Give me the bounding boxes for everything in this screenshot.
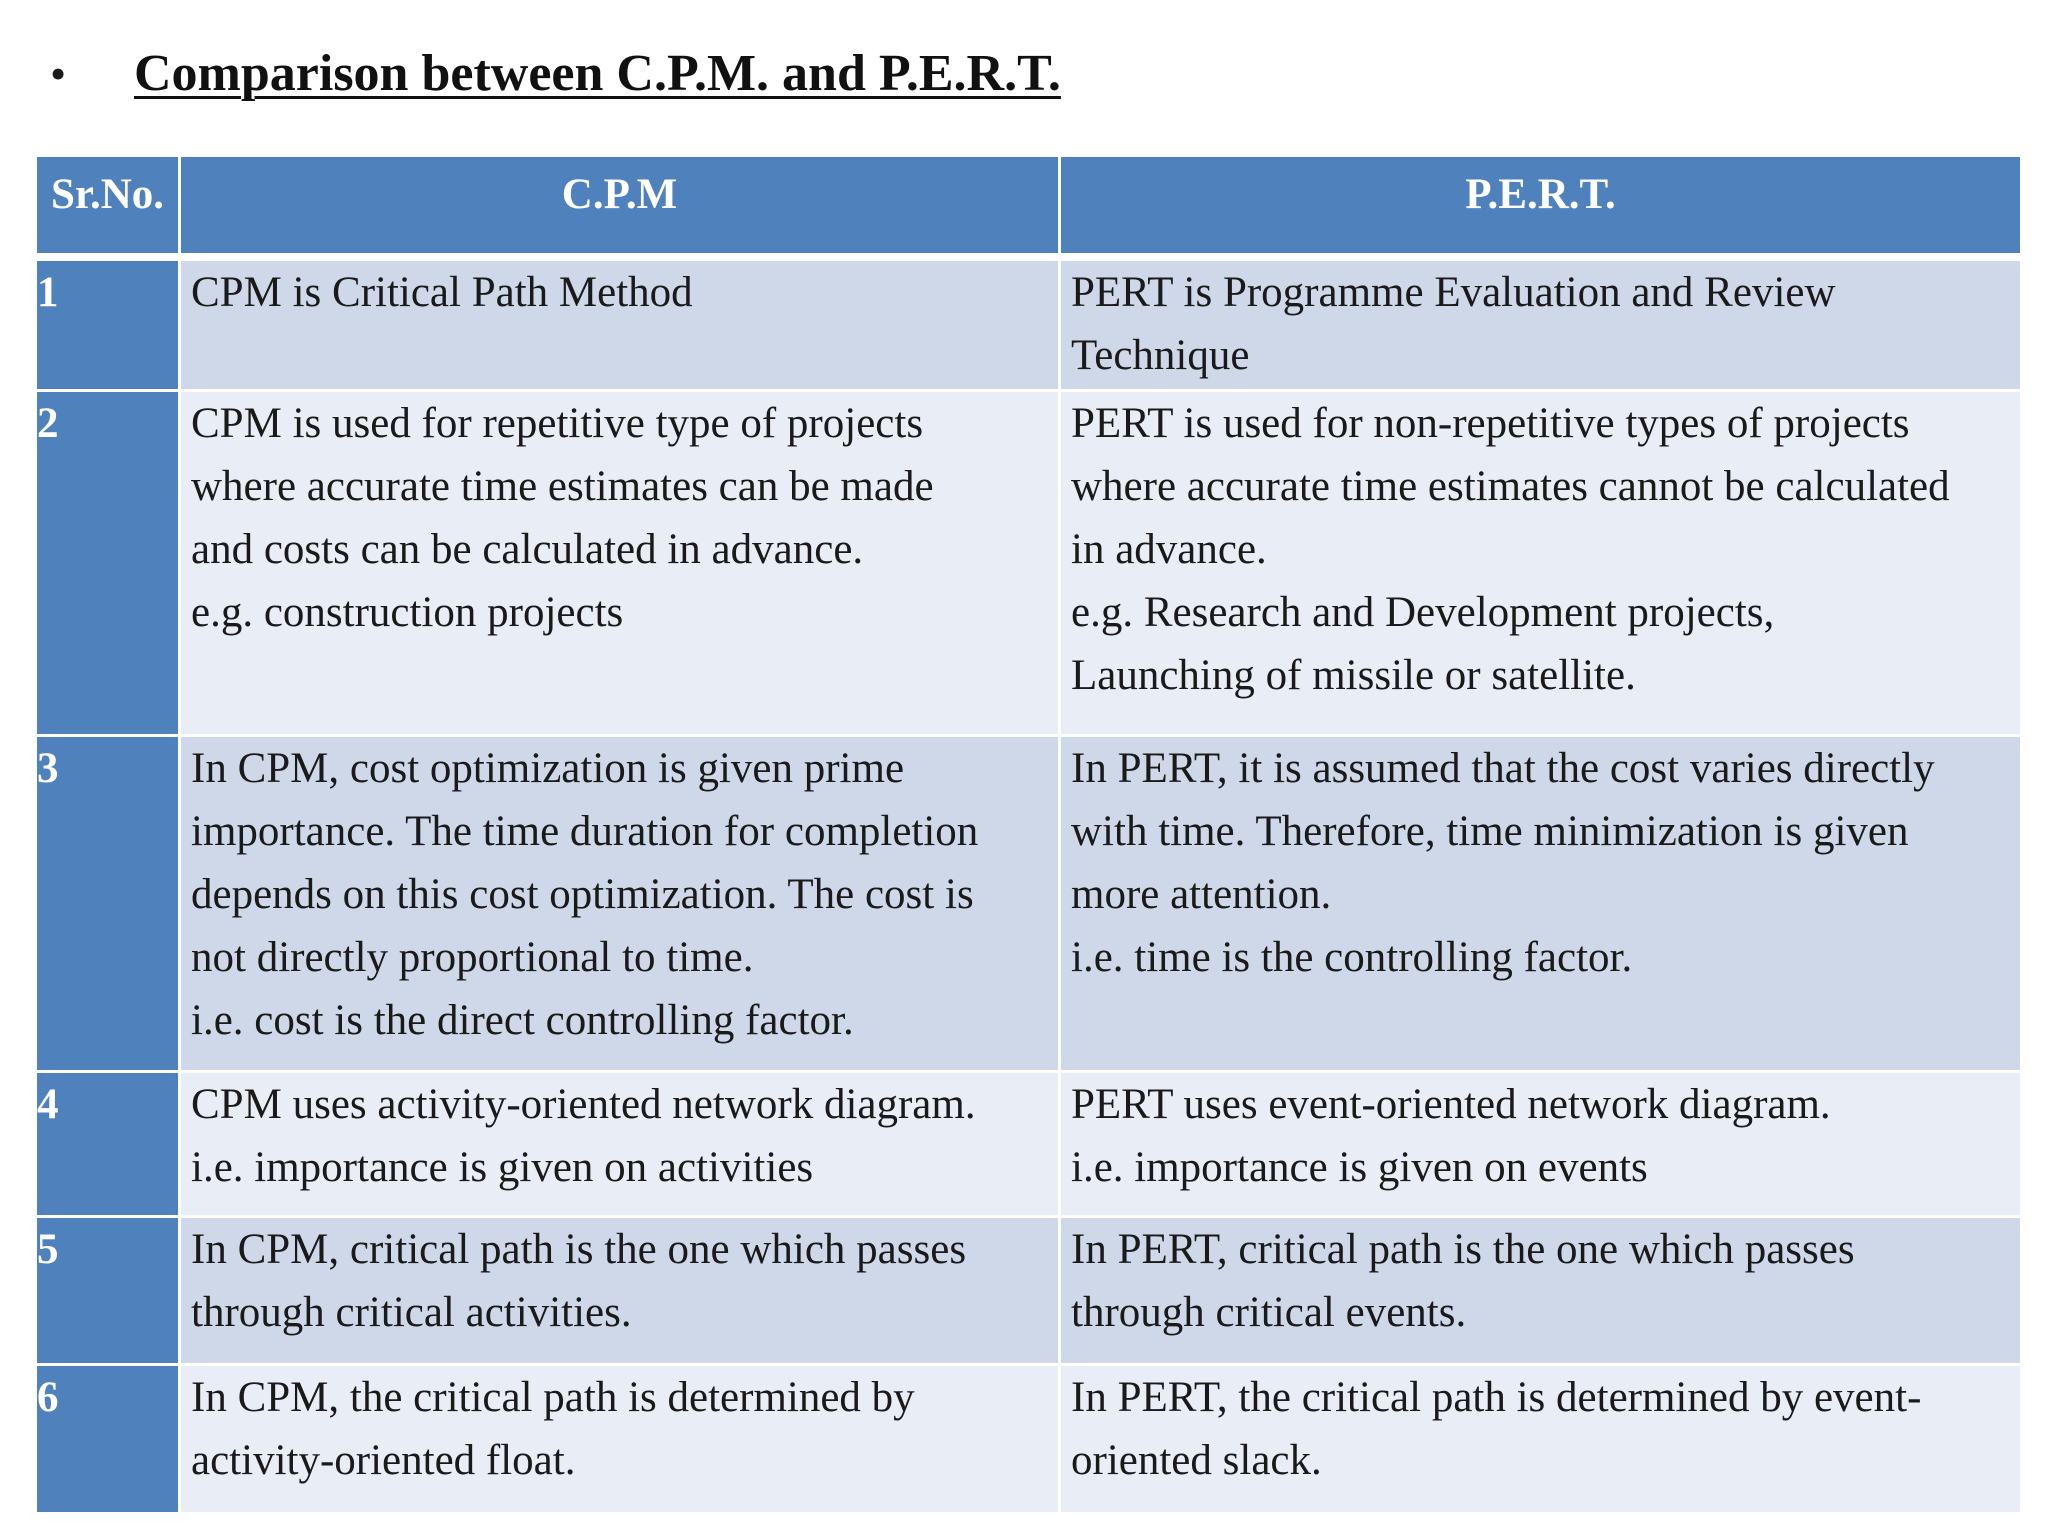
cell-line: where accurate time estimates can be made bbox=[191, 463, 934, 510]
cell-line: i.e. importance is given on events bbox=[1071, 1144, 1648, 1191]
cell-line: Technique bbox=[1071, 332, 1250, 379]
cell-line: In PERT, critical path is the one which passes bbox=[1071, 1226, 1855, 1273]
header-pert: P.E.R.T. bbox=[1060, 156, 2022, 258]
cell-line: PERT uses event-oriented network diagram. bbox=[1071, 1081, 1831, 1128]
cpm-cell bbox=[180, 736, 1060, 1072]
cell-line: PERT is used for non-repetitive types of projects bbox=[1071, 400, 1910, 447]
cell-line: PERT is Programme Evaluation and Review bbox=[1071, 269, 1836, 316]
cell-line: e.g. construction projects bbox=[191, 589, 624, 636]
cpm-cell bbox=[180, 1365, 1060, 1514]
comparison-table bbox=[34, 154, 2023, 1515]
header-cpm: C.P.M bbox=[180, 156, 1060, 258]
cpm-cell bbox=[180, 1072, 1060, 1217]
cpm-cell bbox=[180, 1217, 1060, 1365]
cell-line: CPM is used for repetitive type of projects bbox=[191, 400, 924, 447]
cell-line: CPM is Critical Path Method bbox=[191, 269, 693, 316]
cell-line: where accurate time estimates cannot be calculated bbox=[1071, 463, 1950, 510]
table-row bbox=[36, 1217, 2022, 1365]
header-sr-no: Sr.No. bbox=[36, 156, 180, 258]
cell-line: with time. Therefore, time minimization is given bbox=[1071, 808, 1909, 855]
cell-line: in advance. bbox=[1071, 526, 1267, 573]
cell-line: not directly proportional to time. bbox=[191, 934, 754, 981]
cell-line: In CPM, cost optimization is given prime bbox=[191, 745, 905, 792]
table-header-row bbox=[36, 156, 2022, 258]
cell-line: oriented slack. bbox=[1071, 1437, 1322, 1484]
cell-line: and costs can be calculated in advance. bbox=[191, 526, 864, 573]
row-number: 3 bbox=[36, 736, 180, 1072]
row-number: 5 bbox=[36, 1217, 180, 1365]
pert-cell bbox=[1060, 1072, 2022, 1217]
cell-line: e.g. Research and Development projects, bbox=[1071, 589, 1775, 636]
cell-line: through critical events. bbox=[1071, 1289, 1467, 1336]
pert-cell bbox=[1060, 736, 2022, 1072]
table-row bbox=[36, 1365, 2022, 1514]
cell-line: through critical activities. bbox=[191, 1289, 632, 1336]
cell-line: In PERT, it is assumed that the cost varies directly bbox=[1071, 745, 1935, 792]
cell-line: CPM uses activity-oriented network diagram. bbox=[191, 1081, 976, 1128]
table-row bbox=[36, 257, 2022, 391]
cell-line: i.e. time is the controlling factor. bbox=[1071, 934, 1633, 981]
pert-cell bbox=[1060, 1365, 2022, 1514]
row-number: 4 bbox=[36, 1072, 180, 1217]
page-title: Comparison between C.P.M. and P.E.R.T. bbox=[134, 45, 1061, 102]
pert-cell bbox=[1060, 1217, 2022, 1365]
cell-line: importance. The time duration for completion bbox=[191, 808, 979, 855]
pert-cell bbox=[1060, 391, 2022, 736]
cpm-cell bbox=[180, 391, 1060, 736]
row-number: 1 bbox=[36, 257, 180, 391]
cell-line: activity-oriented float. bbox=[191, 1437, 576, 1484]
table-row bbox=[36, 736, 2022, 1072]
cell-line: depends on this cost optimization. The cost is bbox=[191, 871, 974, 918]
cpm-cell bbox=[180, 257, 1060, 391]
cell-line: i.e. cost is the direct controlling factor. bbox=[191, 997, 854, 1044]
row-number: 6 bbox=[36, 1365, 180, 1514]
table-row bbox=[36, 391, 2022, 736]
row-number: 2 bbox=[36, 391, 180, 736]
pert-cell bbox=[1060, 257, 2022, 391]
cell-line: Launching of missile or satellite. bbox=[1071, 652, 1636, 699]
cell-line: more attention. bbox=[1071, 871, 1332, 918]
title-row bbox=[50, 44, 1061, 103]
cell-line: i.e. importance is given on activities bbox=[191, 1144, 814, 1191]
cell-line: In CPM, critical path is the one which passes bbox=[191, 1226, 967, 1273]
cell-line: In CPM, the critical path is determined by bbox=[191, 1374, 915, 1421]
table-row bbox=[36, 1072, 2022, 1217]
bullet-icon: • bbox=[50, 47, 67, 99]
cell-line: In PERT, the critical path is determined by event- bbox=[1071, 1374, 1922, 1421]
